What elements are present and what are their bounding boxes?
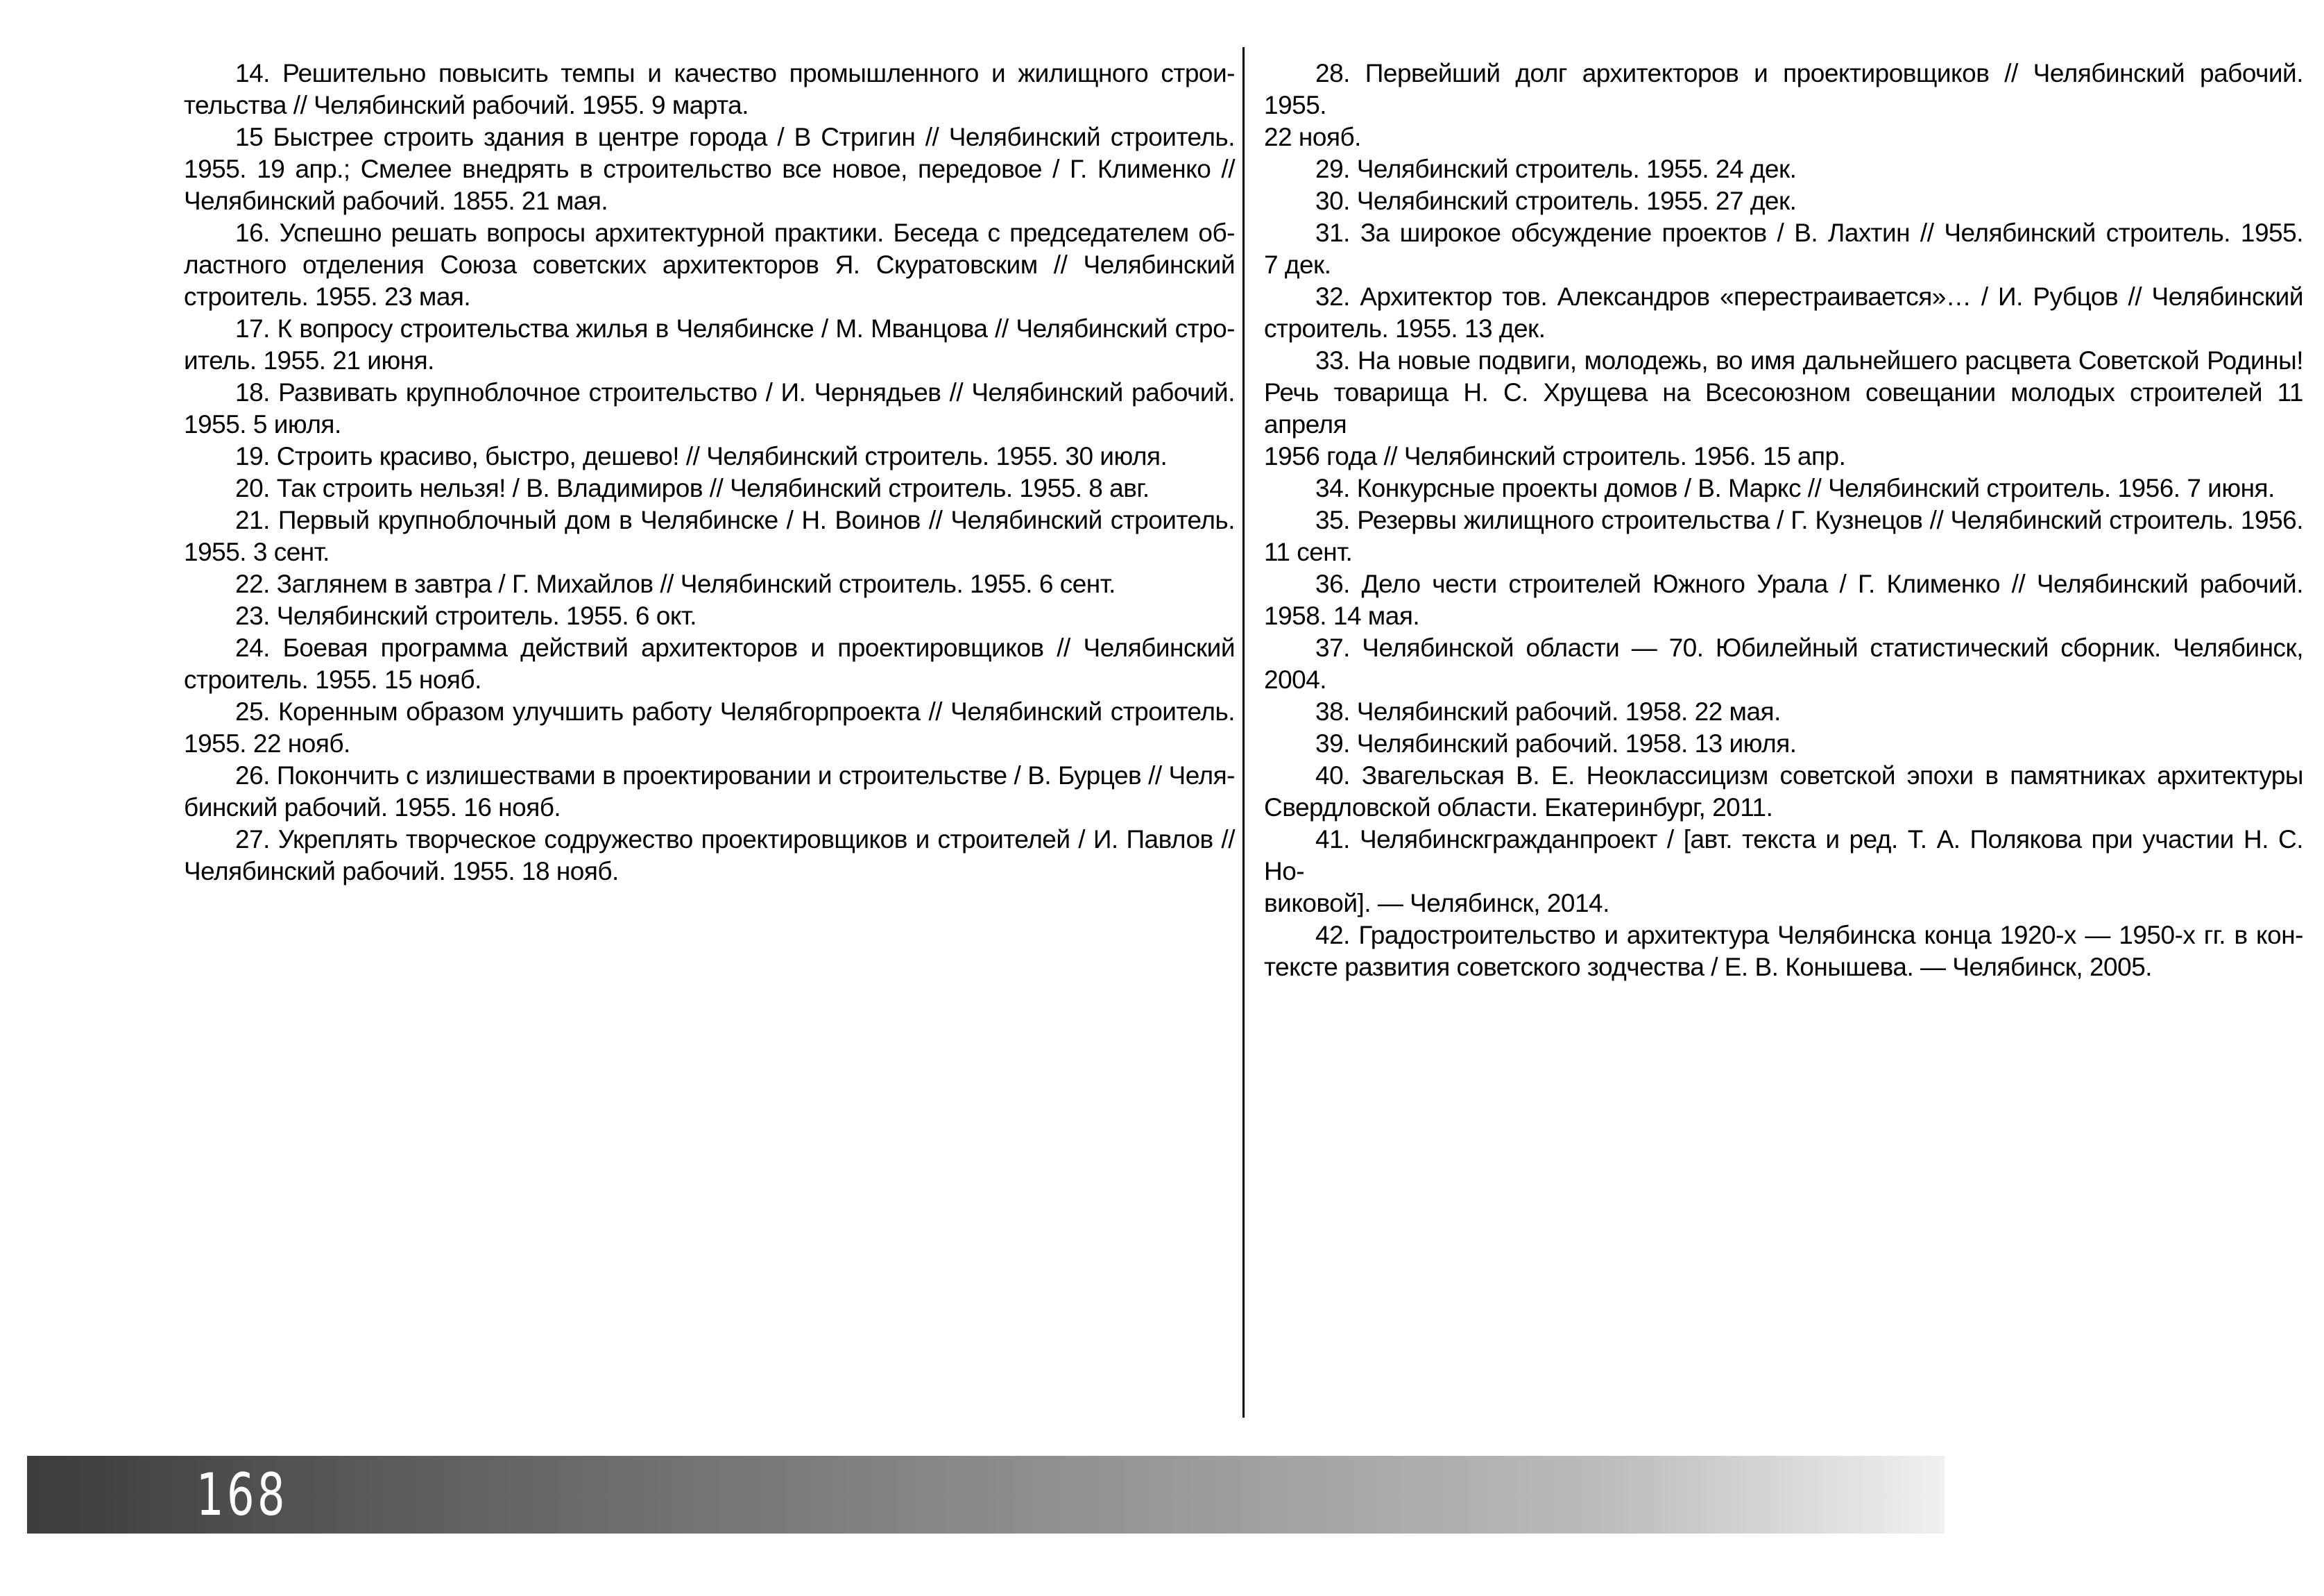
bibliography-entry — [1264, 217, 2303, 281]
bibliography-entry — [184, 600, 1235, 632]
entry-line: бинский рабочий. 1955. 16 нояб. — [184, 793, 561, 822]
bibliography-entry — [184, 217, 1235, 313]
entry-line: ластного отделения Союза советских архитекторов Я. Скуратовским // Челябинский — [184, 251, 1235, 279]
entry-line: 33. На новые подвиги, молодежь, во имя дальнейшего расцвета Советской Родины! — [1315, 346, 2303, 375]
bibliography-entry — [184, 441, 1235, 473]
entry-line: 1955. 22 нояб. — [184, 729, 350, 758]
entry-line: 38. Челябинский рабочий. 1958. 22 мая. — [1315, 697, 1781, 726]
bibliography-entry — [1264, 696, 2303, 728]
bibliography-entry — [1264, 153, 2303, 185]
bibliography-entry — [1264, 728, 2303, 760]
bibliography-entry — [1264, 58, 2303, 153]
entry-line: 24. Боевая программа действий архитекторов и проектировщиков // Челябинский — [235, 634, 1235, 662]
entry-line: Речь товарища Н. С. Хрущева на Всесоюзном совещании молодых строителей 11 апреля — [1264, 378, 2303, 439]
bibliography-column-left — [184, 58, 1235, 888]
bibliography-entry — [184, 377, 1235, 441]
bibliography-entry — [1264, 632, 2303, 696]
bibliography-column-right — [1264, 58, 2303, 983]
bibliography-entry — [184, 313, 1235, 377]
entry-line: 39. Челябинский рабочий. 1958. 13 июля. — [1315, 729, 1797, 758]
bibliography-entry — [1264, 345, 2303, 473]
bibliography-entry — [184, 121, 1235, 217]
entry-line: 18. Развивать крупноблочное строительство / И. Чернядьев // Челябинский рабочий. — [235, 378, 1235, 407]
bibliography-entry — [1264, 281, 2303, 345]
entry-line: тексте развития советского зодчества / Е. В. Конышева. — Челябинск, 2005. — [1264, 953, 2153, 981]
bibliography-entry — [184, 632, 1235, 696]
page-footer-bar — [27, 1456, 1945, 1534]
entry-line: 37. Челябинской области — 70. Юбилейный статистический сборник. Челябинск, — [1315, 634, 2303, 662]
bibliography-entry — [1264, 473, 2303, 504]
entry-line: 34. Конкурсные проекты домов / В. Маркс // Челябинский строитель. 1956. 7 июня. — [1315, 474, 2275, 502]
entry-line: Свердловской области. Екатеринбург, 2011. — [1264, 793, 1773, 822]
bibliography-entry — [184, 58, 1235, 121]
entry-line: 2004. — [1264, 665, 1327, 694]
entry-line: 16. Успешно решать вопросы архитектурной практики. Беседа с председателем об- — [235, 219, 1235, 247]
entry-line: 20. Так строить нельзя! / В. Владимиров // Челябинский строитель. 1955. 8 авг. — [235, 474, 1150, 502]
entry-line: 25. Коренным образом улучшить работу Челябгорпроекта // Челябинский строитель. — [235, 697, 1235, 726]
entry-line: 36. Дело чести строителей Южного Урала / Г. Клименко // Челябинский рабочий. — [1315, 570, 2303, 598]
entry-line: 19. Строить красиво, быстро, дешево! // Челябинский строитель. 1955. 30 июля. — [235, 442, 1168, 470]
bibliography-entry — [1264, 185, 2303, 217]
entry-line: 15 Быстрее строить здания в центре города / В Стригин // Челябинский строитель. — [235, 123, 1235, 151]
entry-line: 1956 года // Челябинский строитель. 1956. 15 апр. — [1264, 442, 1846, 470]
entry-line: 35. Резервы жилищного строительства / Г. Кузнецов // Челябинский строитель. 1956. — [1315, 506, 2303, 534]
entry-line: 29. Челябинский строитель. 1955. 24 дек. — [1315, 155, 1797, 183]
entry-line: 42. Градостроительство и архитектура Челябинска конца 1920-х — 1950-х гг. в кон- — [1315, 921, 2303, 949]
entry-line: тельства // Челябинский рабочий. 1955. 9 марта. — [184, 91, 749, 119]
bibliography-entry — [184, 568, 1235, 600]
entry-line: виковой]. — Челябинск, 2014. — [1264, 889, 1609, 917]
bibliography-entry — [1264, 504, 2303, 568]
entry-line: 7 дек. — [1264, 251, 1331, 279]
entry-line: 23. Челябинский строитель. 1955. 6 окт. — [235, 602, 697, 630]
entry-line: 27. Укреплять творческое содружество проектировщиков и строителей / И. Павлов // — [235, 825, 1235, 854]
entry-line: 21. Первый крупноблочный дом в Челябинске / Н. Воинов // Челябинский строитель. — [235, 506, 1235, 534]
bibliography-entry — [184, 504, 1235, 568]
column-divider-rule — [1242, 47, 1245, 1418]
entry-line: строитель. 1955. 13 дек. — [1264, 314, 1546, 343]
entry-line: 32. Архитектор тов. Александров «перестраивается»… / И. Рубцов // Челябинский — [1315, 282, 2303, 311]
entry-line: строитель. 1955. 23 мая. — [184, 282, 471, 311]
entry-line: итель. 1955. 21 июня. — [184, 346, 434, 375]
entry-line: 31. За широкое обсуждение проектов / В. Лахтин // Челябинский строитель. 1955. — [1315, 219, 2303, 247]
entry-line: 1955. 5 июля. — [184, 410, 341, 439]
entry-line: Челябинский рабочий. 1855. 21 мая. — [184, 187, 608, 215]
bibliography-entry — [184, 824, 1235, 888]
bibliography-entry — [184, 473, 1235, 504]
entry-line: 22 нояб. — [1264, 123, 1361, 151]
bibliography-entry — [1264, 824, 2303, 919]
entry-line: 17. К вопросу строительства жилья в Челябинске / М. Мванцова // Челябинский стро- — [235, 314, 1235, 343]
entry-line: 28. Первейший долг архитекторов и проектировщиков // Челябинский рабочий. 1955. — [1264, 59, 2303, 119]
bibliography-entry — [1264, 568, 2303, 632]
entry-line: 26. Покончить с излишествами в проектировании и строительстве / В. Бурцев // Челя- — [235, 761, 1235, 790]
entry-line: 22. Заглянем в завтра / Г. Михайлов // Челябинский строитель. 1955. 6 сент. — [235, 570, 1116, 598]
entry-line: 30. Челябинский строитель. 1955. 27 дек. — [1315, 187, 1797, 215]
bibliography-entry — [1264, 919, 2303, 983]
bibliography-entry — [184, 760, 1235, 824]
bibliography-entry — [1264, 760, 2303, 824]
page-number: 168 — [196, 1461, 288, 1529]
entry-line: 1955. 3 сент. — [184, 538, 330, 566]
entry-line: 40. Звагельская В. Е. Неоклассицизм советской эпохи в памятниках архитектуры — [1315, 761, 2303, 790]
bibliography-entry — [184, 696, 1235, 760]
entry-line: 1955. 19 апр.; Смелее внедрять в строительство все новое, передовое / Г. Клименко // — [184, 155, 1235, 183]
entry-line: Челябинский рабочий. 1955. 18 нояб. — [184, 857, 619, 885]
entry-line: 14. Решительно повысить темпы и качество промышленного и жилищного строи- — [235, 59, 1235, 87]
entry-line: строитель. 1955. 15 нояб. — [184, 665, 481, 694]
entry-line: 41. Челябинскгражданпроект / [авт. текста и ред. Т. А. Полякова при участии Н. С. Но- — [1264, 825, 2303, 885]
entry-line: 1958. 14 мая. — [1264, 602, 1420, 630]
entry-line: 11 сент. — [1264, 538, 1353, 566]
